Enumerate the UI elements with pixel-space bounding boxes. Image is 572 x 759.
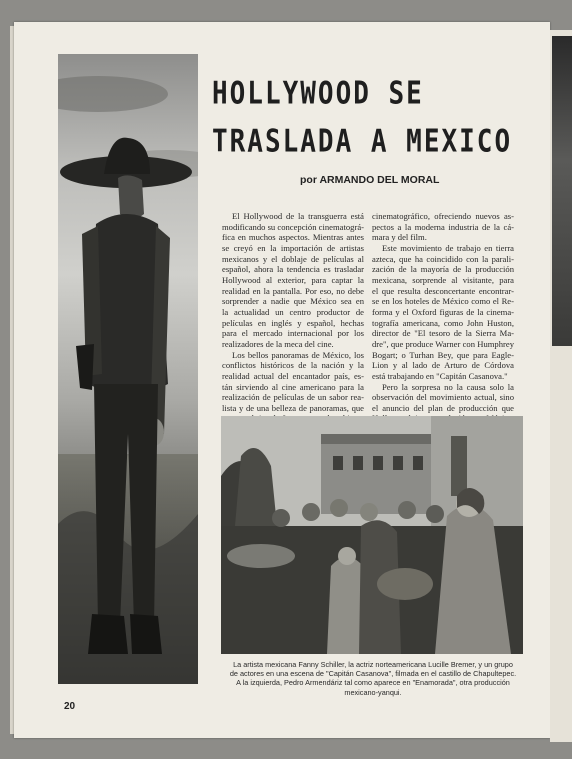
text-line: zación de la mayoría de la producción	[372, 264, 514, 275]
text-line: el que resulta desconcertante encontrar-	[372, 285, 514, 296]
photo-film-scene-illustration	[221, 416, 523, 654]
text-line: El Hollywood de la transguerra está	[232, 211, 364, 221]
text-line: Pero la sorpresa no la causa solo la	[382, 381, 514, 392]
text-line: películas en inglés y español, hechas	[222, 317, 364, 328]
photo-horseman-illustration	[58, 54, 198, 684]
text-line: conflictos históricos de la nación y la	[222, 360, 364, 371]
photo-film-scene	[221, 416, 523, 654]
text-line: tografía americana, como John Huston,	[372, 317, 514, 328]
caption-line: La artista mexicana Fanny Schiller, la actriz norteamericana Lucille Bremer, y un grupo	[233, 660, 513, 669]
text-line: se creyó en la importación de artistas	[222, 242, 364, 253]
text-line: el anuncio del plan de producción que	[372, 402, 514, 413]
caption-line: mexicano-yanqui.	[344, 687, 402, 697]
text-line: se en los hoteles de México como el Re-	[372, 296, 514, 307]
text-line: fica en muchos aspectos. Mientras antes	[222, 232, 364, 243]
text-line: realizadores de la meca del cine.	[222, 338, 334, 349]
text-line: Lion y al lado de Arturo de Córdova	[372, 360, 514, 371]
facing-page-photo	[552, 36, 572, 346]
text-line: español, ahora la tendencia es trasladar	[222, 264, 364, 275]
text-line: está trabajando en "Capitán Casanova."	[372, 370, 508, 381]
text-line: cinematográfico, ofreciendo nuevos as-	[372, 211, 514, 221]
text-line: Bogart; o Turhan Bey, que para Eagle-	[372, 349, 514, 360]
text-line: sorprender a nadie que México sea en	[222, 296, 364, 307]
article-title-line-1: HOLLYWOOD SE	[212, 76, 424, 112]
text-line: Hollywood al exterior, para captar la	[222, 274, 364, 285]
text-line: observación del movimiento actual, sino	[372, 392, 514, 403]
text-line: realidad en la pantalla. Por eso, no debe	[222, 285, 364, 296]
text-column-1	[222, 211, 364, 424]
text-line: azteca, que ha coincidido con la parali-	[372, 253, 514, 264]
page-number: 20	[64, 701, 76, 712]
caption-line: de actores en una escena de "Capitán Casanova", filmada en el castillo de Chapultepec.	[229, 669, 517, 679]
text-line: mexicana, sorprende al visitante, para	[372, 274, 514, 285]
text-line: director de "El tesoro de la Sierra Ma-	[372, 328, 514, 339]
text-line: mexicanos y el doblaje de películas al	[222, 253, 364, 264]
text-line: tán sirviendo al cine americano para la	[222, 381, 364, 392]
text-line: Este movimiento de trabajo en tierra	[382, 242, 514, 253]
photo-caption	[219, 660, 527, 697]
text-line: dre", que produce Warner con Humphrey	[372, 338, 514, 349]
text-line: forma y el Oxford figuras de la cinema-	[372, 306, 514, 317]
photo-horseman	[58, 54, 198, 684]
text-line: modificando su concepción cinematográ-	[222, 221, 364, 232]
caption-line: A la izquierda, Pedro Armendáriz tal como aparece en "Enamorada", otra producción	[236, 678, 510, 688]
text-line: realidad actual del encantador país, es-	[222, 370, 364, 381]
article-title-line-2: TRASLADA A MEXICO	[212, 124, 513, 160]
text-line: Los bellos panoramas de México, los	[232, 349, 364, 360]
text-line: mara y del film.	[372, 232, 427, 243]
text-line: pectos a la moderna industria de la cá-	[372, 221, 514, 232]
byline: por ARMANDO DEL MORAL	[300, 174, 440, 186]
text-line: la actualidad un centro productor de	[222, 306, 364, 317]
text-line: para el mercado internacional por los	[222, 328, 364, 339]
text-column-2	[372, 211, 514, 424]
text-line: lista y de una belleza de panoramas, que	[222, 402, 364, 413]
text-line: realización de películas de un sabor rea-	[222, 392, 364, 403]
